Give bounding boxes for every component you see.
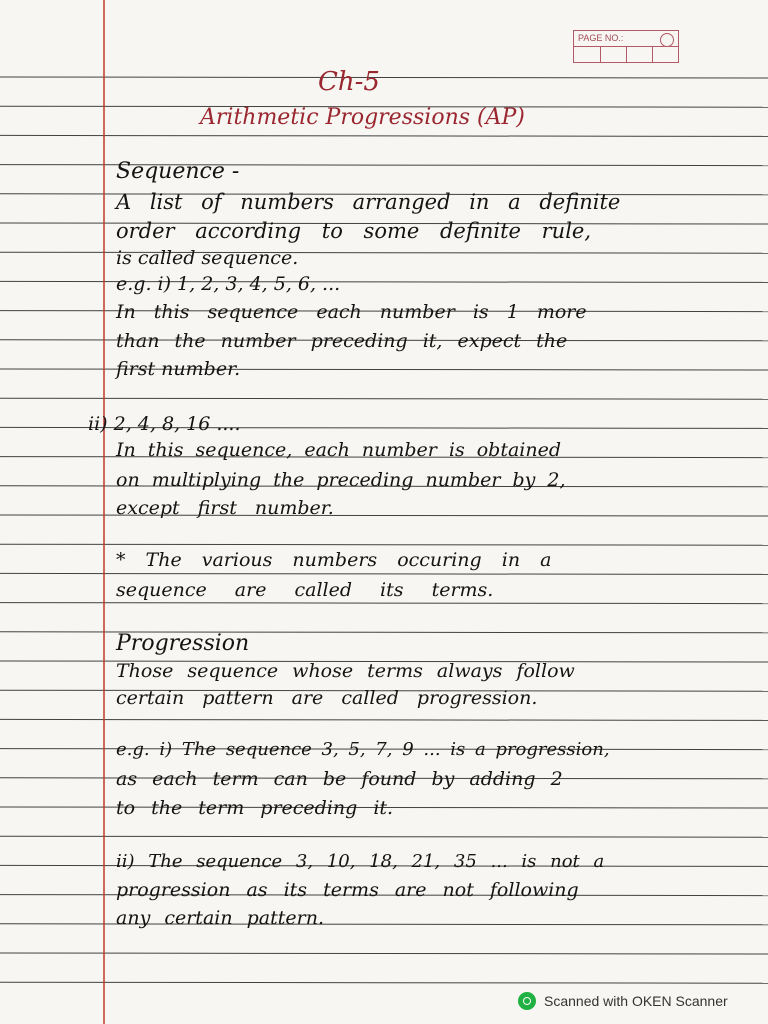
rule-line [0, 836, 768, 837]
sequence-definition-line: is called sequence. [116, 247, 299, 269]
oken-scanner-logo-icon [518, 992, 536, 1010]
example-line: on multiplying the preceding number by 2, [116, 469, 566, 491]
scanner-watermark-text: Scanned with OKEN Scanner [544, 993, 728, 1009]
rule-line [0, 398, 768, 399]
example-line: except first number. [116, 497, 334, 519]
rule-line [0, 719, 768, 720]
sequence-definition-line: order according to some definite rule, [116, 219, 592, 243]
progression-heading: Progression [116, 631, 250, 656]
page-number-label: PAGE NO.: [578, 33, 624, 43]
rule-line [0, 982, 768, 983]
example-line: e.g. i) 1, 2, 3, 4, 5, 6, ... [116, 273, 341, 295]
rule-line [0, 77, 768, 78]
example-line: ii) 2, 4, 8, 16 .... [88, 413, 241, 435]
example-line: ii) The sequence 3, 10, 18, 21, 35 ... is not a [116, 851, 605, 872]
example-line: any certain pattern. [116, 907, 324, 929]
terms-note-line: * The various numbers occuring in a [116, 549, 552, 571]
example-line: to the term preceding it. [116, 797, 394, 819]
page-number-cells [574, 46, 678, 62]
sequence-heading: Sequence - [116, 159, 240, 184]
example-line: In this sequence, each number is obtained [116, 439, 562, 461]
progression-definition-line: Those sequence whose terms always follow [116, 660, 575, 682]
scanner-watermark [518, 991, 728, 1011]
terms-note-line: sequence are called its terms. [116, 579, 494, 601]
example-line: progression as its terms are not following [116, 879, 579, 901]
page-number-box [573, 30, 679, 63]
example-line: e.g. i) The sequence 3, 5, 7, 9 ... is a progression, [116, 739, 610, 760]
page-title: Arithmetic Progressions (AP) [200, 105, 525, 130]
example-line: In this sequence each number is 1 more [116, 301, 587, 323]
progression-definition-line: certain pattern are called progression. [116, 687, 538, 709]
sequence-definition-line: A list of numbers arranged in a definite [116, 190, 621, 214]
example-line: than the number preceding it, expect the [116, 330, 568, 352]
rule-line [0, 135, 768, 136]
brand-logo-icon [660, 33, 674, 47]
example-line: as each term can be found by adding 2 [116, 768, 563, 790]
chapter-heading: Ch-5 [318, 67, 380, 97]
rule-line [0, 953, 768, 954]
example-line: first number. [116, 358, 241, 380]
